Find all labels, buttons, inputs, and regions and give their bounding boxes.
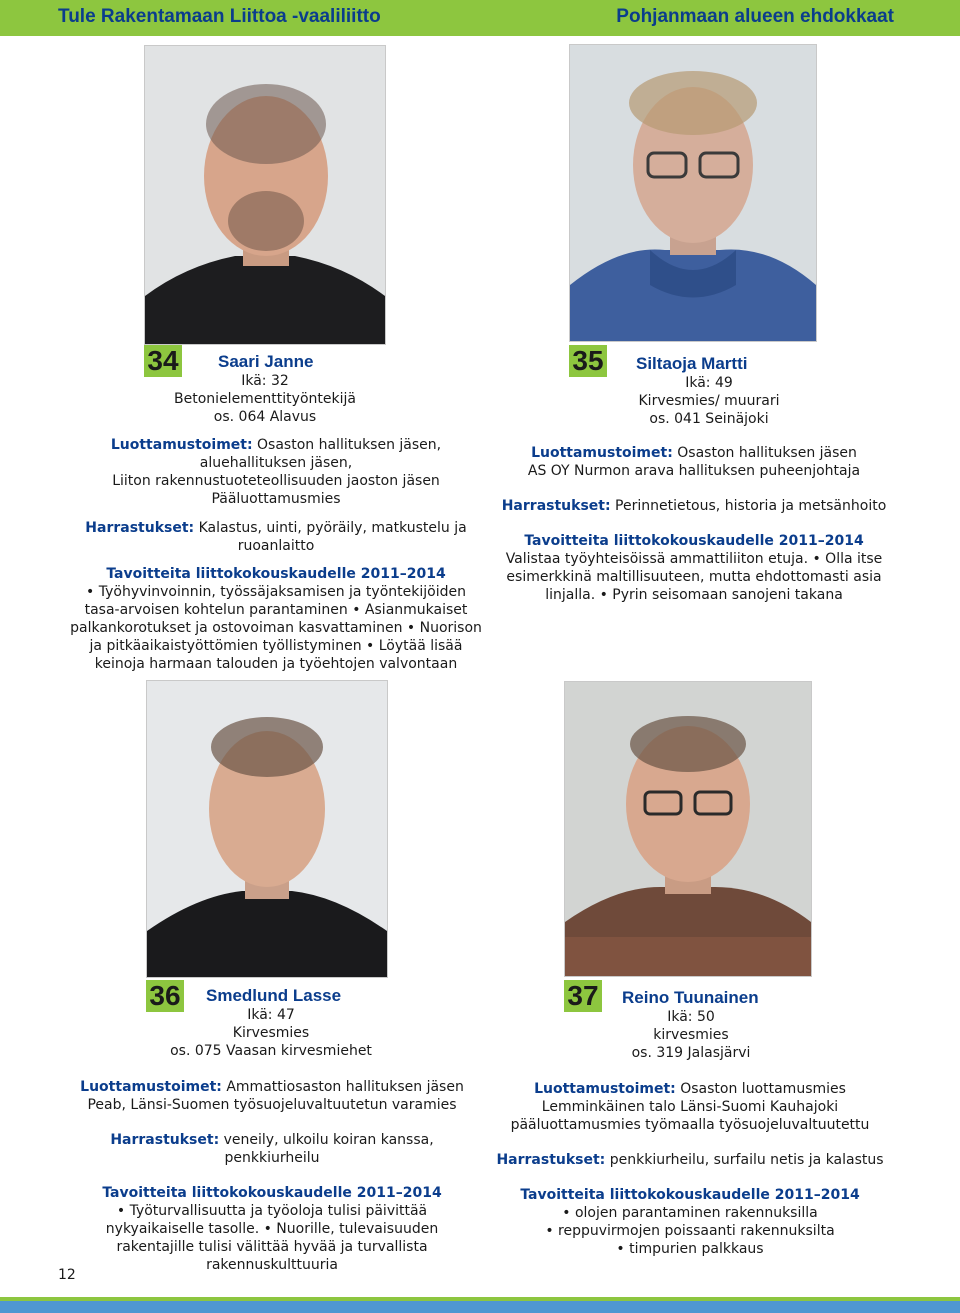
luottamus-line: aluehallituksen jäsen, xyxy=(199,455,353,471)
candidate-branch: os. 064 Alavus xyxy=(213,409,317,425)
goals-line: ja pitkäaikaistyöttömien työllistyminen • Löytää lisää xyxy=(89,638,463,654)
goals-line: Valistaa työyhteisöissä ammattiliiton etuja. • Olla itse xyxy=(505,551,883,567)
harrastus-label: Harrastukset: xyxy=(496,1152,606,1168)
goals-line: • reppuvirmojen poissaanti rakennuksilta xyxy=(545,1223,835,1239)
goals-section-34 xyxy=(54,565,498,673)
luottamus-line: AS OY Nurmon arava hallituksen puheenjohtaja xyxy=(527,463,861,479)
goals-line: keinoja harmaan talouden ja työehtojen valvontaan xyxy=(94,656,458,672)
candidate-occupation: Betonielementtityöntekijä xyxy=(174,391,356,407)
goals-title: Tavoitteita liittokokouskaudelle 2011–2014 xyxy=(102,1185,442,1201)
goals-line: nykyaikaiselle tasolle. • Nuorille, tulevaisuuden xyxy=(105,1221,439,1237)
candidate-number-35: 35 xyxy=(569,345,607,377)
luottamus-label: Luottamustoimet: xyxy=(80,1079,222,1095)
luottamus-line: Osaston hallituksen jäsen xyxy=(677,445,857,461)
candidate-info-37 xyxy=(576,1008,806,1062)
header-right-title: Pohjanmaan alueen ehdokkaat xyxy=(616,6,894,27)
luottamus-line: Lemminkäinen talo Länsi-Suomi Kauhajoki xyxy=(541,1099,839,1115)
candidate-name-34: Saari Janne xyxy=(218,352,314,371)
harrastus-line: veneily, ulkoilu koiran kanssa, xyxy=(223,1132,434,1148)
footer-bar xyxy=(0,1297,960,1313)
luottamus-line: Pääluottamusmies xyxy=(211,491,341,507)
goals-line: tasa-arvoisen kohtelun parantaminen • Asianmukaiset xyxy=(84,602,468,618)
luottamus-line: pääluottamusmies työmaalla työsuojeluvaltuutettu xyxy=(510,1117,870,1133)
harrastus-line: Kalastus, uinti, pyöräily, matkustelu ja xyxy=(198,520,467,536)
goals-section-35 xyxy=(494,532,894,604)
luottamus-line: Liiton rakennustuoteteollisuuden jaoston jäsen xyxy=(112,473,440,489)
goals-line: palkankorotukset ja ostovoiman kasvattaminen • Nuorison xyxy=(70,620,482,636)
goals-title: Tavoitteita liittokokouskaudelle 2011–2014 xyxy=(520,1187,860,1203)
candidate-info-34 xyxy=(150,372,380,426)
candidate-name-35: Siltaoja Martti xyxy=(636,354,748,373)
goals-section-36 xyxy=(62,1184,482,1274)
harrastus-line: penkkiurheilu xyxy=(224,1150,320,1166)
candidate-age: Ikä: 50 xyxy=(667,1009,715,1025)
harrastus-section-35 xyxy=(494,497,894,515)
candidate-occupation: kirvesmies xyxy=(653,1027,729,1043)
header-left-title: Tule Rakentamaan Liittoa -vaaliliitto xyxy=(58,6,381,27)
luottamus-section-36 xyxy=(62,1078,482,1114)
luottamus-section-35 xyxy=(494,444,894,480)
candidate-branch: os. 075 Vaasan kirvesmiehet xyxy=(170,1043,372,1059)
candidate-photo-34 xyxy=(144,45,386,345)
harrastus-section-37 xyxy=(488,1151,892,1169)
goals-line: linjalla. • Pyrin seisomaan sanojeni takana xyxy=(545,587,843,603)
candidate-age: Ikä: 32 xyxy=(241,373,289,389)
luottamus-line: Peab, Länsi-Suomen työsuojeluvaltuutetun varamies xyxy=(87,1097,457,1113)
candidate-number-34: 34 xyxy=(144,345,182,377)
luottamus-section-34 xyxy=(58,436,494,508)
goals-title: Tavoitteita liittokokouskaudelle 2011–2014 xyxy=(106,566,446,582)
luottamus-line: Osaston luottamusmies xyxy=(680,1081,846,1097)
harrastus-label: Harrastukset: xyxy=(501,498,611,514)
goals-line: esimerkkinä maltillisuuteen, mutta ehdottomasti asia xyxy=(506,569,882,585)
luottamus-line: Ammattiosaston hallituksen jäsen xyxy=(226,1079,464,1095)
candidate-branch: os. 319 Jalasjärvi xyxy=(631,1045,751,1061)
harrastus-label: Harrastukset: xyxy=(110,1132,220,1148)
harrastus-line: penkkiurheilu, surfailu netis ja kalastus xyxy=(609,1152,884,1168)
candidate-photo-37 xyxy=(564,681,812,977)
footer-stripe xyxy=(0,1297,960,1301)
candidate-branch: os. 041 Seinäjoki xyxy=(649,411,769,427)
goals-title: Tavoitteita liittokokouskaudelle 2011–2014 xyxy=(524,533,864,549)
goals-line: • Työturvallisuutta ja työoloja tulisi päivittää xyxy=(116,1203,428,1219)
luottamus-section-37 xyxy=(488,1080,892,1134)
candidate-occupation: Kirvesmies xyxy=(232,1025,310,1041)
candidate-age: Ikä: 49 xyxy=(685,375,733,391)
goals-section-37 xyxy=(488,1186,892,1258)
candidate-name-36: Smedlund Lasse xyxy=(206,986,342,1005)
luottamus-label: Luottamustoimet: xyxy=(531,445,673,461)
page-number: 12 xyxy=(58,1267,76,1283)
goals-line: • timpurien palkkaus xyxy=(616,1241,764,1257)
luottamus-line: Osaston hallituksen jäsen, xyxy=(257,437,442,453)
harrastus-label: Harrastukset: xyxy=(85,520,195,536)
candidate-photo-36 xyxy=(146,680,388,978)
candidate-occupation: Kirvesmies/ muurari xyxy=(638,393,780,409)
luottamus-label: Luottamustoimet: xyxy=(110,437,253,453)
candidate-age: Ikä: 47 xyxy=(247,1007,295,1023)
candidate-info-35 xyxy=(594,374,824,428)
header-bar xyxy=(0,0,960,36)
harrastus-line: Perinnetietous, historia ja metsänhoito xyxy=(615,498,887,514)
harrastus-section-36 xyxy=(62,1131,482,1167)
goals-line: rakentajille tulisi välittää hyvää ja turvallista xyxy=(116,1239,428,1255)
goals-line: rakennuskulttuuria xyxy=(206,1257,338,1273)
luottamus-label: Luottamustoimet: xyxy=(534,1081,676,1097)
candidate-number-37: 37 xyxy=(564,980,602,1012)
goals-line: • olojen parantaminen rakennuksilla xyxy=(562,1205,818,1221)
candidate-number-36: 36 xyxy=(146,980,184,1012)
harrastus-section-34 xyxy=(58,519,494,555)
harrastus-line: ruoanlaitto xyxy=(237,538,315,554)
candidate-photo-35 xyxy=(569,44,817,342)
candidate-name-37: Reino Tuunainen xyxy=(622,988,759,1007)
goals-line: • Työhyvinvoinnin, työssäjaksamisen ja työntekijöiden xyxy=(86,584,466,600)
candidate-info-36 xyxy=(146,1006,396,1060)
